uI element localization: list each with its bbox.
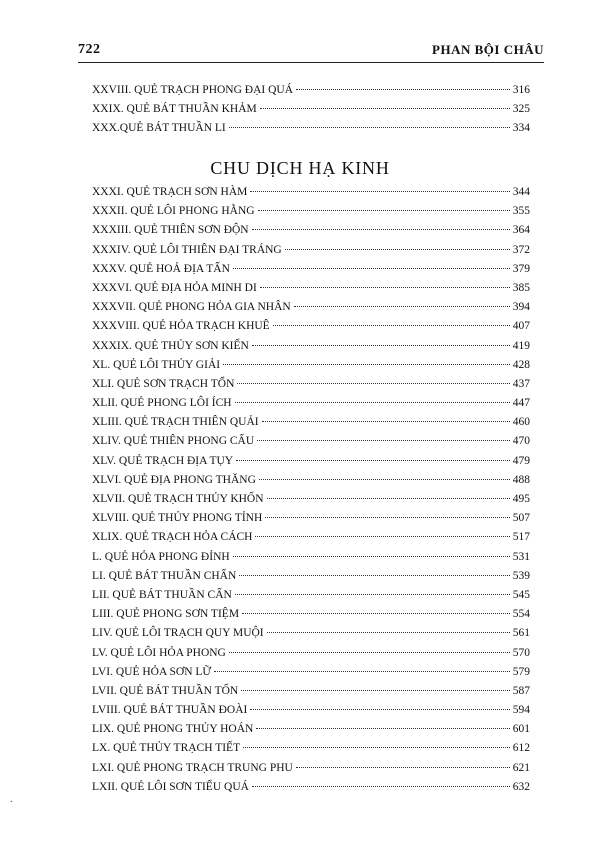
- toc-entry-page: 612: [512, 742, 530, 755]
- toc-entry-page: 587: [512, 684, 530, 697]
- toc-entry-title: LX. QUẺ THỦY TRẠCH TIẾT: [92, 742, 241, 755]
- toc-entry-title: XLIX. QUẺ TRẠCH HỎA CÁCH: [92, 531, 253, 544]
- dot-leader: [214, 671, 509, 672]
- toc-entry-title: L. QUẺ HỎA PHONG ĐỈNH: [92, 550, 230, 563]
- toc-entry: [92, 627, 530, 646]
- margin-mark: .: [10, 794, 13, 805]
- toc-entry-page: 495: [512, 493, 530, 505]
- toc-entry-title: XXVIII. QUẺ TRẠCH PHONG ĐẠI QUÁ: [92, 84, 294, 96]
- toc-entry-page: 355: [512, 205, 530, 218]
- toc-entry: [92, 84, 530, 103]
- dot-leader: [260, 287, 510, 288]
- dot-leader: [255, 536, 509, 537]
- toc-entry: [92, 103, 530, 122]
- dot-leader: [242, 613, 510, 614]
- toc-entry-page: 479: [512, 454, 530, 467]
- dot-leader: [252, 229, 510, 230]
- toc-entry-title: XLVII. QUẺ TRẠCH THỦY KHỐN: [92, 493, 264, 505]
- toc-entry-page: 385: [512, 281, 530, 294]
- toc-entry: [92, 781, 530, 800]
- toc-entry-page: 407: [512, 320, 530, 333]
- toc-entry-title: XL. QUẺ LÔI THỦY GIẢI: [92, 358, 221, 371]
- toc-entry-title: XXXIX. QUẺ THỦY SƠN KIỂN: [92, 339, 249, 352]
- toc-entry-page: 470: [512, 435, 530, 448]
- toc-entry-title: LIV. QUẺ LÔI TRẠCH QUY MUỘI: [92, 627, 264, 640]
- toc-entry: [92, 647, 530, 666]
- toc-entry-page: 460: [512, 416, 530, 429]
- toc-entry-page: 372: [512, 243, 530, 256]
- page-header: [78, 42, 544, 63]
- toc-entry-title: LII. QUẺ BÁT THUẦN CẤN: [92, 588, 232, 601]
- dot-leader: [229, 127, 510, 128]
- toc-entry-page: 428: [512, 358, 530, 371]
- toc-entry-page: 507: [512, 512, 530, 525]
- page-number: 722: [78, 42, 101, 57]
- toc-entry: [92, 224, 530, 243]
- toc-entry: [92, 340, 530, 359]
- toc-entry-title: XLVIII. QUẺ THỦY PHONG TỈNH: [92, 512, 263, 525]
- toc-entry: [92, 301, 530, 320]
- dot-leader: [233, 268, 510, 269]
- toc-entry-title: XLII. QUẺ PHONG LÔI ÍCH: [92, 397, 232, 410]
- running-head: PHAN BỘI CHÂU: [432, 42, 544, 57]
- toc-entry: [92, 608, 530, 627]
- toc-entry: [92, 263, 530, 282]
- toc-entry-title: LVII. QUẺ BÁT THUẦN TỐN: [92, 684, 239, 697]
- toc-entry-title: XXXV. QUẺ HOẢ ĐỊA TẤN: [92, 262, 230, 275]
- dot-leader: [241, 690, 510, 691]
- dot-leader: [233, 556, 510, 557]
- toc-list-top: [92, 84, 530, 142]
- toc-entry: [92, 551, 530, 570]
- toc-entry-page: 561: [512, 627, 530, 640]
- dot-leader: [235, 402, 510, 403]
- dot-leader: [259, 479, 510, 480]
- dot-leader: [235, 594, 510, 595]
- toc-entry-page: 594: [512, 704, 530, 717]
- toc-entry-page: 601: [512, 723, 530, 736]
- toc-entry: [92, 282, 530, 301]
- dot-leader: [257, 440, 510, 441]
- toc-entry: [92, 359, 530, 378]
- toc-entry-title: LXI. QUẺ PHONG TRẠCH TRUNG PHU: [92, 761, 293, 774]
- toc-entry-title: XXXVIII. QUẺ HỎA TRẠCH KHUÊ: [92, 320, 270, 333]
- toc-entry-page: 419: [512, 339, 530, 352]
- dot-leader: [252, 345, 510, 346]
- dot-leader: [285, 249, 510, 250]
- toc-entry-page: 379: [512, 262, 530, 275]
- toc-entry-page: 325: [512, 103, 530, 116]
- dot-leader: [252, 786, 510, 787]
- dot-leader: [250, 191, 509, 192]
- toc-entry-title: LVI. QUẺ HỎA SƠN LỮ: [92, 665, 212, 678]
- toc-entry: [92, 416, 530, 435]
- toc-entry: [92, 474, 530, 493]
- toc-entry-page: 364: [512, 224, 530, 237]
- toc-entry-title: LV. QUẺ LÔI HỎA PHONG: [92, 646, 226, 659]
- toc-entry: [92, 244, 530, 263]
- toc-entry-page: 394: [512, 301, 530, 314]
- dot-leader: [223, 364, 510, 365]
- dot-leader: [265, 517, 509, 518]
- toc-entry-title: XXX.QUẺ BÁT THUẦN LI: [92, 122, 226, 135]
- dot-leader: [260, 108, 510, 109]
- toc-list-main: [92, 186, 530, 800]
- toc-entry-page: 316: [512, 84, 530, 96]
- toc-entry-page: 539: [512, 569, 530, 582]
- dot-leader: [262, 421, 510, 422]
- dot-leader: [273, 325, 510, 326]
- toc-entry: [92, 589, 530, 608]
- toc-entry-title: LIX. QUẺ PHONG THỦY HOÁN: [92, 723, 254, 736]
- section-title: CHU DỊCH HẠ KINH: [210, 158, 390, 178]
- dot-leader: [229, 652, 510, 653]
- toc-entry: [92, 666, 530, 685]
- toc-entry-page: 545: [512, 588, 530, 601]
- toc-entry: [92, 570, 530, 589]
- dot-leader: [296, 767, 510, 768]
- toc-entry-page: 437: [512, 377, 530, 390]
- dot-leader: [296, 89, 510, 90]
- toc-entry-title: XXIX. QUẺ BÁT THUẦN KHẢM: [92, 103, 257, 116]
- dot-leader: [258, 210, 510, 211]
- toc-entry-title: LIII. QUẺ PHONG SƠN TIỆM: [92, 608, 240, 621]
- dot-leader: [267, 632, 510, 633]
- toc-entry-page: 531: [512, 550, 530, 563]
- toc-entry-title: XXXIII. QUẺ THIÊN SƠN ĐỘN: [92, 224, 249, 237]
- toc-entry-title: XXXIV. QUẺ LÔI THIÊN ĐẠI TRÁNG: [92, 243, 282, 256]
- toc-entry: [92, 205, 530, 224]
- toc-entry-title: LXII. QUẺ LÔI SƠN TIỂU QUÁ: [92, 780, 249, 793]
- toc-entry: [92, 122, 530, 141]
- toc-entry-title: XXXVII. QUẺ PHONG HỎA GIA NHÂN: [92, 301, 291, 314]
- toc-entry: [92, 723, 530, 742]
- dot-leader: [250, 709, 509, 710]
- toc-entry-page: 579: [512, 665, 530, 678]
- toc-entry-page: 517: [512, 531, 530, 544]
- toc-entry: [92, 186, 530, 205]
- toc-entry: [92, 762, 530, 781]
- toc-entry-page: 570: [512, 646, 530, 659]
- dot-leader: [236, 460, 510, 461]
- toc-entry: [92, 378, 530, 397]
- toc-entry-title: XXXII. QUẺ LÔI PHONG HẰNG: [92, 205, 255, 218]
- dot-leader: [267, 498, 510, 499]
- toc-entry: [92, 685, 530, 704]
- toc-entry: [92, 493, 530, 512]
- dot-leader: [239, 575, 509, 576]
- toc-entry-title: LVIII. QUẺ BÁT THUẦN ĐOÀI: [92, 704, 248, 717]
- toc-entry-page: 334: [512, 122, 530, 135]
- dot-leader: [294, 306, 510, 307]
- toc-entry: [92, 512, 530, 531]
- toc-entry-page: 632: [512, 780, 530, 793]
- toc-entry-title: XLV. QUẺ TRẠCH ĐỊA TỤY: [92, 454, 234, 467]
- toc-entry-title: XLIV. QUẺ THIÊN PHONG CẤU: [92, 435, 255, 448]
- toc-entry-page: 447: [512, 397, 530, 410]
- toc-entry-title: XXXVI. QUẺ ĐỊA HỎA MINH DI: [92, 281, 257, 294]
- toc-entry: [92, 531, 530, 550]
- toc-entry-title: LI. QUẺ BÁT THUẦN CHẤN: [92, 569, 237, 582]
- toc-entry-title: XLI. QUẺ SƠN TRẠCH TỔN: [92, 377, 235, 390]
- toc-entry: [92, 455, 530, 474]
- dot-leader: [237, 383, 509, 384]
- dot-leader: [256, 728, 509, 729]
- toc-entry: [92, 320, 530, 339]
- toc-entry: [92, 704, 530, 723]
- toc-entry-title: XLIII. QUẺ TRẠCH THIÊN QUẢI: [92, 416, 259, 429]
- toc-entry: [92, 397, 530, 416]
- toc-entry-title: XLVI. QUẺ ĐỊA PHONG THĂNG: [92, 473, 256, 486]
- toc-entry-page: 488: [512, 473, 530, 486]
- toc-entry: [92, 435, 530, 454]
- toc-entry-title: XXXI. QUẺ TRẠCH SƠN HÀM: [92, 186, 248, 198]
- toc-entry: [92, 742, 530, 761]
- dot-leader: [243, 747, 510, 748]
- toc-entry-page: 344: [512, 186, 530, 198]
- toc-entry-page: 621: [512, 761, 530, 774]
- toc-entry-page: 554: [512, 608, 530, 621]
